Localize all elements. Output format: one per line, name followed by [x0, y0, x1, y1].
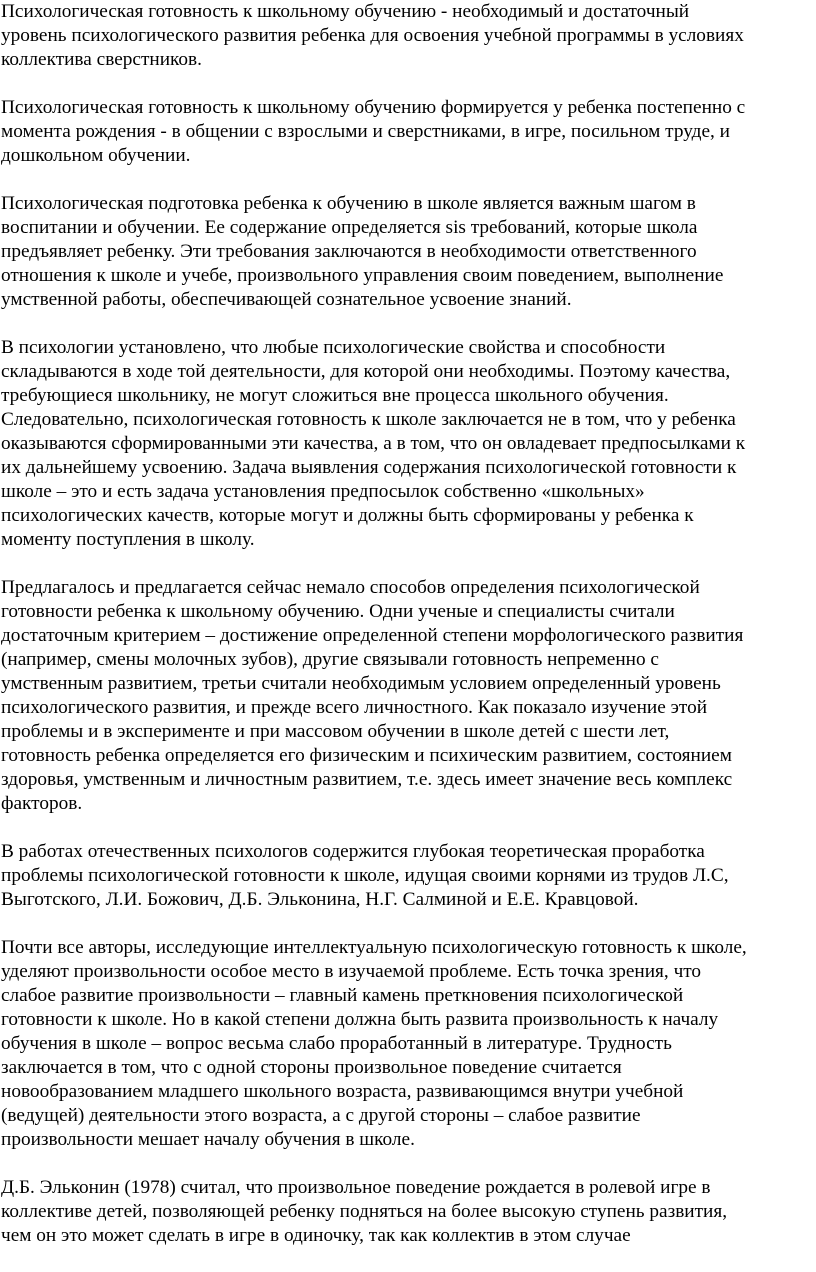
text-line: произвольности мешает началу обучения в школе.: [1, 1129, 415, 1150]
text-line: слабое развитие произвольности – главный камень преткновения психологической: [1, 985, 684, 1006]
text-line: оказываются сформированными эти качества, а в том, что он овладевает предпосылками к: [1, 433, 746, 454]
text-line: коллективе детей, позволяющей ребенку подняться на более высокую ступень развития,: [1, 1201, 728, 1222]
paragraph: [1, 96, 813, 168]
text-line: Д.Б. Эльконин (1978) считал, что произвольное поведение рождается в ролевой игре в: [1, 1177, 711, 1198]
paragraph: [1, 936, 813, 1152]
text-line: (например, смены молочных зубов), другие связывали готовность непременно с: [1, 649, 659, 670]
text-line: Психологическая готовность к школьному обучению формируется у ребенка постепенно с: [1, 97, 746, 118]
text-line: складываются в ходе той деятельности, для которой они необходимы. Поэтому качества,: [1, 361, 731, 382]
text-line: здоровья, умственным и личностным развитием, т.е. здесь имеет значение весь комплекс: [1, 769, 733, 790]
text-line: (ведущей) деятельности этого возраста, а с другой стороны – слабое развитие: [1, 1105, 641, 1126]
text-line: В работах отечественных психологов содержится глубокая теоретическая проработка: [1, 841, 705, 862]
paragraph: [1, 1176, 813, 1248]
text-line: их дальнейшему усвоению. Задача выявления содержания психологической готовности к: [1, 457, 737, 478]
text-line: Психологическая подготовка ребенка к обучению в школе является важным шагом в: [1, 193, 696, 214]
document-body: [1, 0, 813, 1272]
paragraph: [1, 576, 813, 816]
text-line: достаточным критерием – достижение определенной степени морфологического развития: [1, 625, 744, 646]
text-line: готовности ребенка к школьному обучению. Одни ученые и специалисты считали: [1, 601, 675, 622]
text-line: психологических качеств, которые могут и должны быть сформированы у ребенка к: [1, 505, 694, 526]
text-line: Выготского, Л.И. Божович, Д.Б. Эльконина, Н.Г. Салминой и Е.Е. Кравцовой.: [1, 889, 639, 910]
text-line: Следовательно, психологическая готовность к школе заключается не в том, что у ребенка: [1, 409, 736, 430]
paragraph: [1, 0, 813, 72]
text-line: готовность ребенка определяется его физическим и психическим развитием, состоянием: [1, 745, 732, 766]
text-line: Почти все авторы, исследующие интеллектуальную психологическую готовность к школе,: [1, 937, 747, 958]
text-line: моменту поступления в школу.: [1, 529, 255, 550]
text-line: отношения к школе и учебе, произвольного управления своим поведением, выполнение: [1, 265, 724, 286]
text-line: готовности к школе. Но в какой степени должна быть развита произвольность к началу: [1, 1009, 719, 1030]
text-line: новообразованием младшего школьного возраста, развивающимся внутри учебной: [1, 1081, 684, 1102]
text-line: дошкольном обучении.: [1, 145, 191, 166]
text-line: обучения в школе – вопрос весьма слабо проработанный в литературе. Трудность: [1, 1033, 672, 1054]
paragraph: [1, 336, 813, 552]
text-line: требующиеся школьнику, не могут сложиться вне процесса школьного обучения.: [1, 385, 669, 406]
text-line: умственным развитием, третьи считали необходимым условием определенный уровень: [1, 673, 721, 694]
text-line: проблемы и в эксперименте и при массовом обучении в школе детей с шести лет,: [1, 721, 670, 742]
text-line: воспитании и обучении. Ее содержание определяется sis требований, которые школа: [1, 217, 698, 238]
text-line: психологического развития, и прежде всего личностного. Как показало изучение этой: [1, 697, 708, 718]
text-line: коллектива сверстников.: [1, 49, 202, 70]
text-line: чем он это может сделать в игре в одиночку, так как коллектив в этом случае: [1, 1225, 631, 1246]
text-line: умственной работы, обеспечивающей сознательное усвоение знаний.: [1, 289, 572, 310]
text-line: момента рождения - в общении с взрослыми и сверстниками, в игре, посильном труде, и: [1, 121, 730, 142]
text-line: Психологическая готовность к школьному обучению - необходимый и достаточный: [1, 1, 690, 22]
text-line: Предлагалось и предлагается сейчас немало способов определения психологической: [1, 577, 700, 598]
text-line: уделяют произвольности особое место в изучаемой проблеме. Есть точка зрения, что: [1, 961, 702, 982]
text-line: заключается в том, что с одной стороны произвольное поведение считается: [1, 1057, 622, 1078]
paragraph: [1, 840, 813, 912]
text-line: школе – это и есть задача установления предпосылок собственно «школьных»: [1, 481, 645, 502]
text-line: уровень психологического развития ребенка для освоения учебной программы в условиях: [1, 25, 744, 46]
paragraph: [1, 192, 813, 312]
text-line: проблемы психологической готовности к школе, идущая своими корнями из трудов Л.С,: [1, 865, 729, 886]
text-line: В психологии установлено, что любые психологические свойства и способности: [1, 337, 666, 358]
text-line: факторов.: [1, 793, 83, 814]
text-line: предъявляет ребенку. Эти требования заключаются в необходимости ответственного: [1, 241, 697, 262]
